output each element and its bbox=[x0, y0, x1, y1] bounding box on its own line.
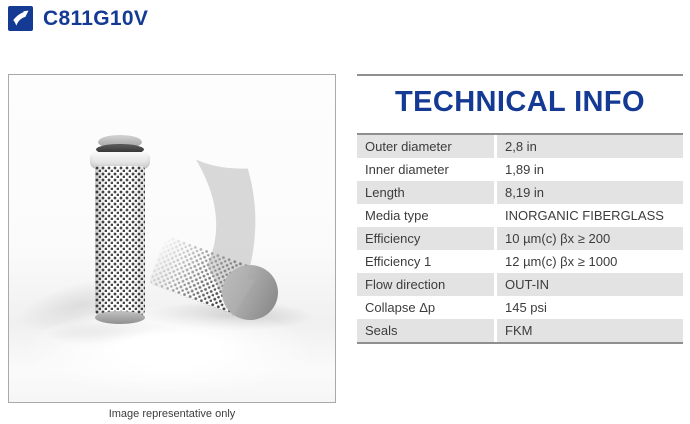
row-label: Seals bbox=[357, 319, 494, 342]
brand-logo-icon bbox=[8, 6, 33, 31]
floor-reflection bbox=[29, 307, 309, 393]
row-value: INORGANIC FIBERGLASS bbox=[505, 208, 664, 223]
table-row bbox=[357, 135, 683, 158]
table-row bbox=[357, 319, 683, 342]
row-label: Media type bbox=[365, 208, 429, 223]
product-code: C811G10V bbox=[43, 6, 149, 30]
row-value: OUT-IN bbox=[497, 273, 683, 296]
table-row bbox=[357, 204, 683, 227]
row-label: Collapse Δp bbox=[365, 300, 436, 315]
row-label: Flow direction bbox=[357, 273, 494, 296]
table-row bbox=[357, 181, 683, 204]
header bbox=[8, 6, 148, 31]
row-label: Efficiency 1 bbox=[365, 254, 432, 269]
table-row bbox=[357, 227, 683, 250]
product-image-panel bbox=[8, 74, 336, 420]
row-label: Efficiency bbox=[357, 227, 494, 250]
row-value: 8,19 in bbox=[497, 181, 683, 204]
row-value: 1,89 in bbox=[505, 162, 545, 177]
product-image bbox=[8, 74, 336, 403]
table-row bbox=[357, 273, 683, 296]
image-caption: Image representative only bbox=[108, 408, 236, 420]
table-row bbox=[357, 158, 683, 181]
row-label: Length bbox=[357, 181, 494, 204]
table-row bbox=[357, 250, 683, 273]
section-title: TECHNICAL INFO bbox=[395, 86, 645, 118]
row-label: Inner diameter bbox=[365, 162, 449, 177]
row-label: Outer diameter bbox=[357, 135, 494, 158]
row-value: FKM bbox=[497, 319, 683, 342]
filter-bottom-rim bbox=[95, 311, 145, 324]
technical-info-panel bbox=[357, 74, 683, 344]
row-value: 10 µm(c) βx ≥ 200 bbox=[497, 227, 683, 250]
row-value: 2,8 in bbox=[497, 135, 683, 158]
row-value: 12 µm(c) βx ≥ 1000 bbox=[505, 254, 618, 269]
row-value: 145 psi bbox=[505, 300, 547, 315]
table-row bbox=[357, 296, 683, 319]
tech-table bbox=[357, 133, 683, 344]
